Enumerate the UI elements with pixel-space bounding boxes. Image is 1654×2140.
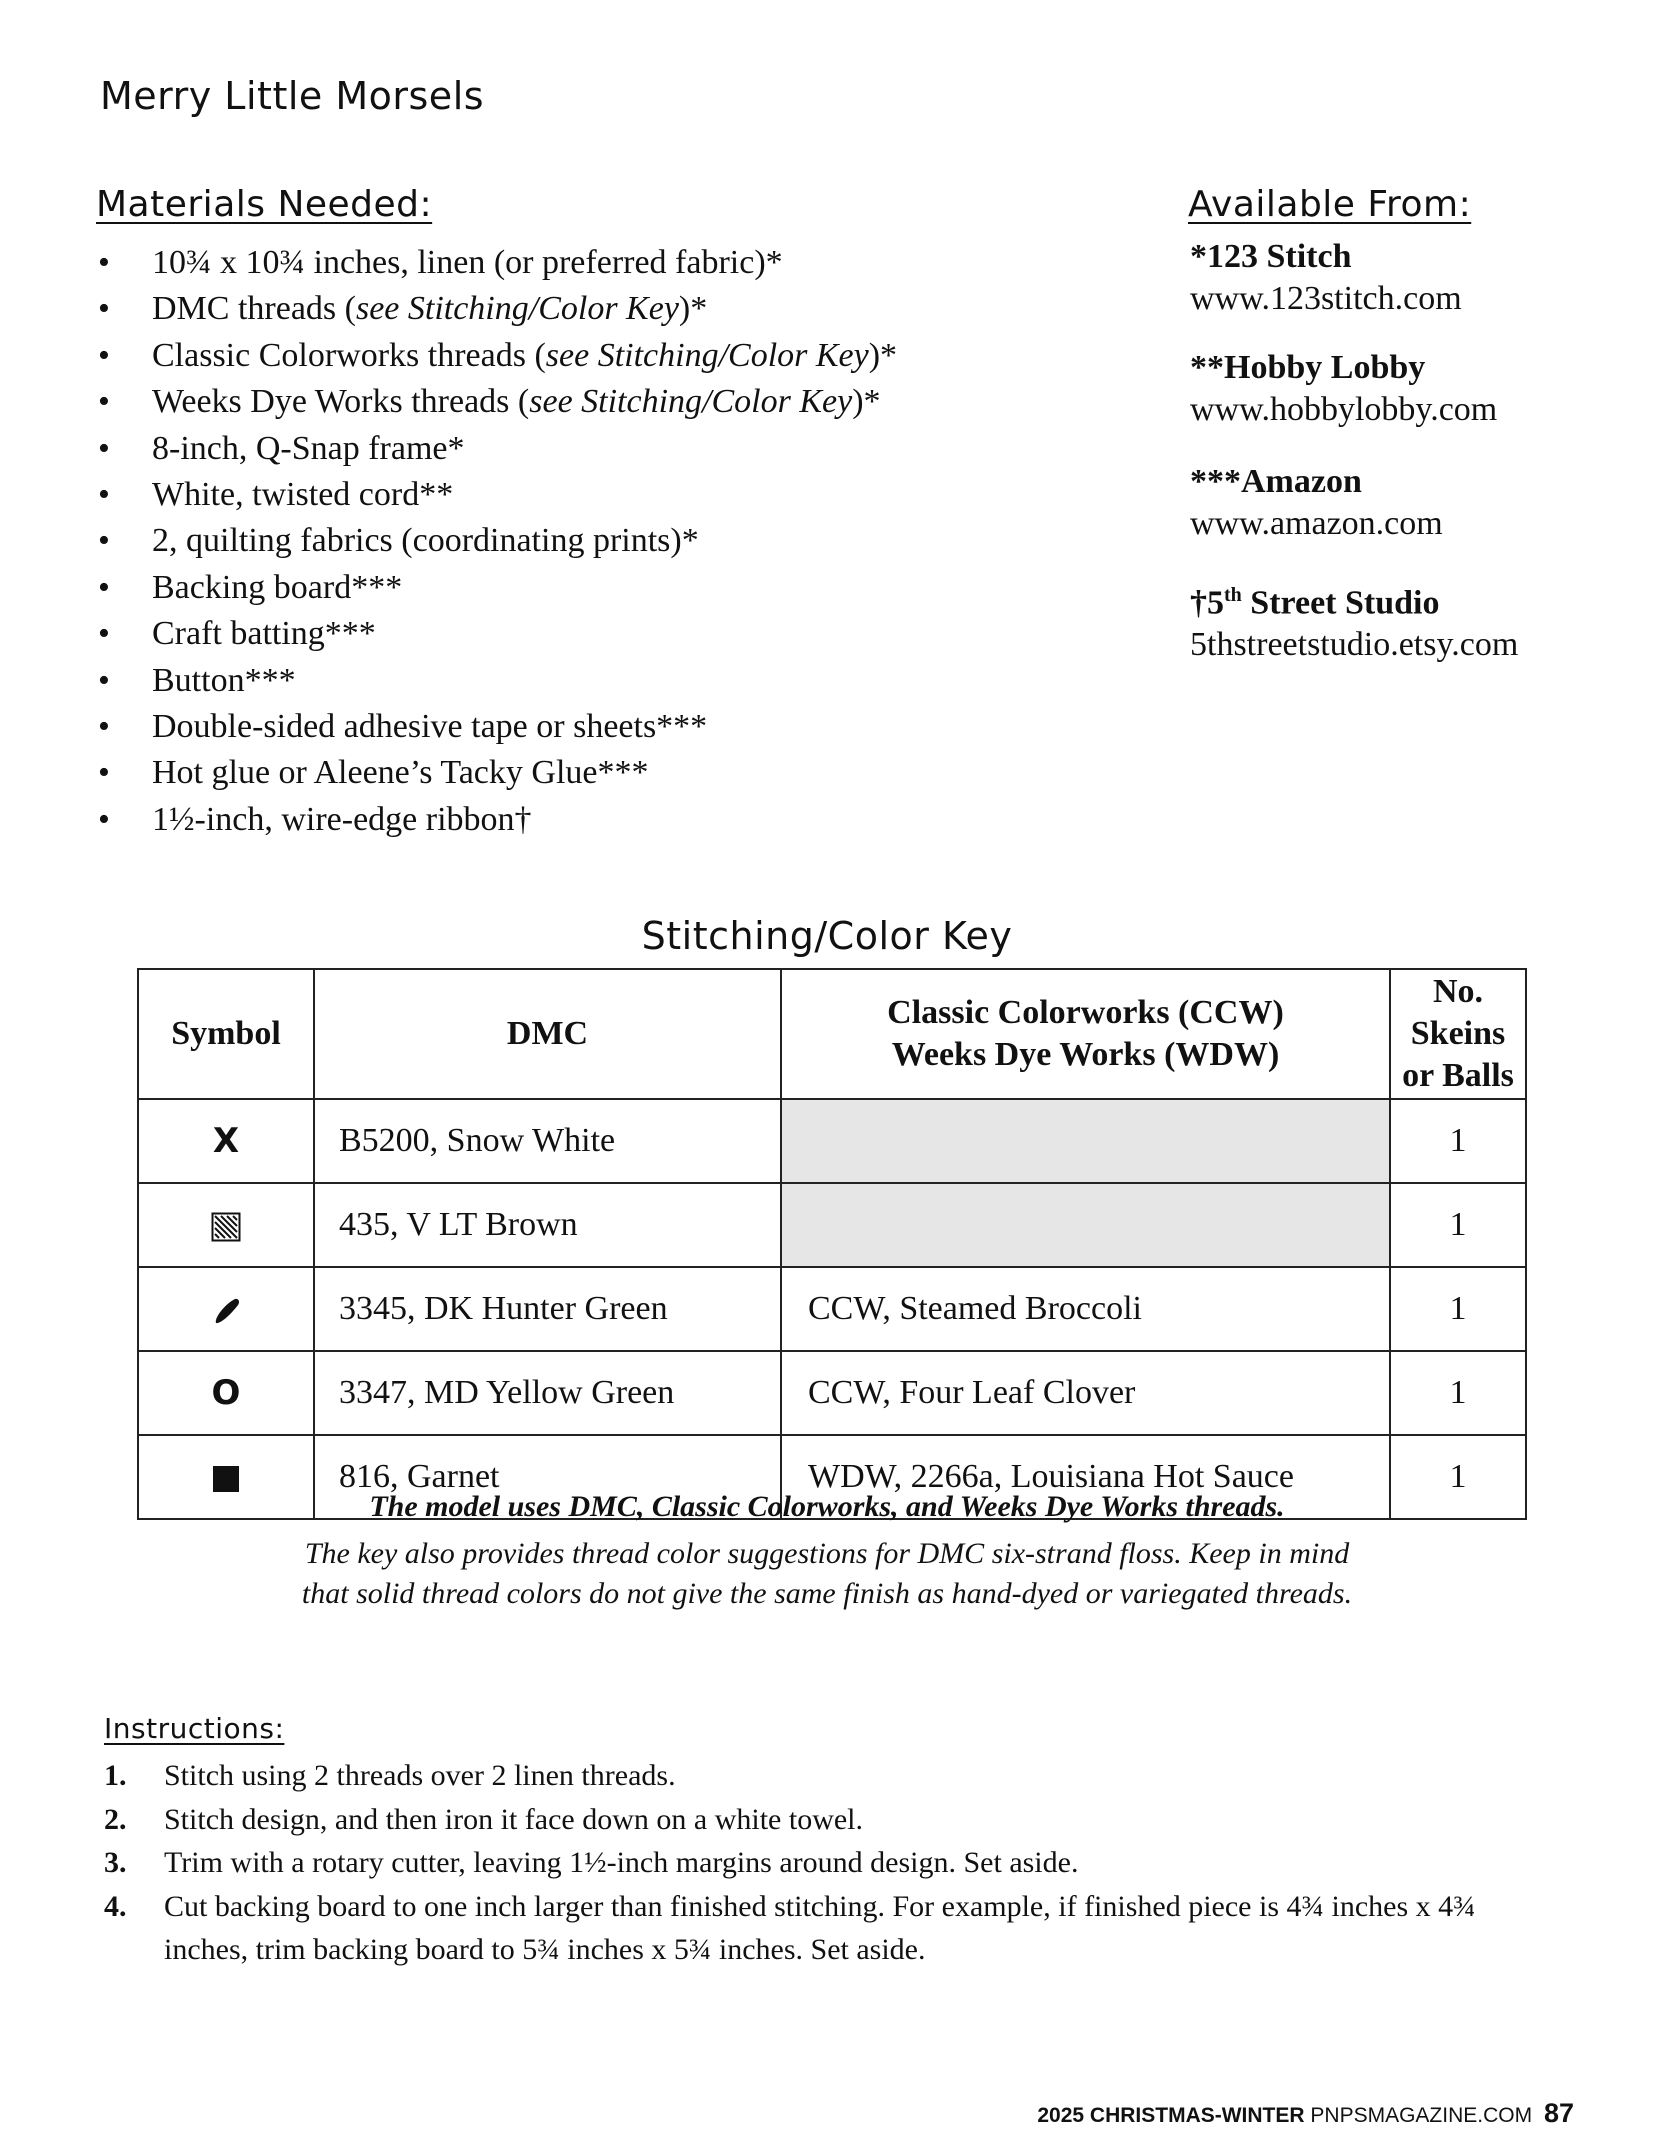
- page-number: 87: [1543, 2098, 1574, 2128]
- list-item: [96, 1885, 1536, 1972]
- list-item: [96, 286, 1146, 332]
- source-hobby-lobby: [1190, 347, 1630, 431]
- key-note-bold: The model uses DMC, Classic Colorworks, and Weeks Dye Works threads.: [369, 1490, 1285, 1523]
- table-row: [138, 1183, 1526, 1267]
- table-header-row: [138, 969, 1526, 1099]
- header-dmc: DMC: [314, 969, 781, 1099]
- key-note-line1: The key also provides thread color suggestions for DMC six-strand floss. Keep in mind: [304, 1537, 1350, 1570]
- ccw-cell: WDW, 2266a, Louisiana Hot Sauce: [781, 1435, 1390, 1519]
- skeins-cell: 1: [1390, 1183, 1526, 1267]
- dmc-cell: 816, Garnet: [314, 1435, 781, 1519]
- step-number: 2.: [104, 1802, 127, 1836]
- table-row: [138, 1351, 1526, 1435]
- header-skeins-line2: or Balls: [1402, 1057, 1514, 1094]
- skeins-cell: 1: [1390, 1099, 1526, 1183]
- step-text: Cut backing board to one inch larger than finished stitching. For example, if finished piece is 4¾ inches x 4¾ inches, trim backing board to 5¾ inches x 5¾ inches. Set aside.: [164, 1889, 1476, 1966]
- item-text: 2, quilting fabrics (coordinating prints)*: [152, 522, 699, 560]
- dmc-cell: B5200, Snow White: [314, 1099, 781, 1183]
- source-name-prefix: †5: [1190, 584, 1224, 622]
- item-text: Double-sided adhesive tape or sheets***: [152, 707, 708, 745]
- x-symbol-icon: X: [212, 1121, 240, 1161]
- list-item: [96, 472, 1146, 518]
- symbol-cell: [138, 1351, 314, 1435]
- step-number: 1.: [104, 1759, 127, 1792]
- list-item: [96, 333, 1146, 379]
- source-name: ***Amazon: [1190, 463, 1362, 500]
- item-text: 1½-inch, wire-edge ribbon†: [152, 800, 532, 838]
- dmc-cell: 3345, DK Hunter Green: [314, 1267, 781, 1351]
- list-item: [96, 704, 1146, 750]
- header-skeins: [1390, 969, 1526, 1099]
- list-item: [96, 797, 1146, 843]
- list-item: [96, 240, 1146, 286]
- item-text: Hot glue or Aleene’s Tacky Glue***: [152, 754, 649, 792]
- item-text: 8-inch, Q-Snap frame*: [152, 429, 465, 467]
- item-text-end: )*: [678, 290, 708, 328]
- table-row: [138, 1099, 1526, 1183]
- symbol-cell: [138, 1267, 314, 1351]
- list-item: [96, 611, 1146, 657]
- source-name-suffix: Street Studio: [1241, 584, 1440, 622]
- ccw-cell: [781, 1099, 1390, 1183]
- instructions-heading: Instructions:: [104, 1712, 285, 1745]
- item-emphasis: see Stitching/Color Key: [529, 383, 853, 421]
- header-skeins-line1: No. Skeins: [1410, 973, 1506, 1052]
- step-text: Stitch using 2 threads over 2 linen threads.: [164, 1759, 676, 1792]
- instructions-list: [96, 1754, 1536, 1972]
- ccw-cell: CCW, Steamed Broccoli: [781, 1267, 1390, 1351]
- item-text-end: )*: [868, 336, 898, 374]
- header-wdw-line: Weeks Dye Works (WDW): [891, 1036, 1280, 1073]
- footer-site: PNPSMAGAZINE.COM: [1310, 2104, 1533, 2127]
- list-item: [96, 518, 1146, 564]
- list-item: [96, 1754, 1536, 1798]
- list-item: [96, 379, 1146, 425]
- key-note-body: [200, 1534, 1454, 1614]
- source-amazon: [1190, 461, 1630, 545]
- header-ccw-line: Classic Colorworks (CCW): [887, 994, 1284, 1031]
- color-key-heading: Stitching/Color Key: [641, 914, 1013, 958]
- item-text: Weeks Dye Works threads (: [152, 383, 530, 421]
- item-text: DMC threads (: [152, 290, 356, 328]
- dmc-cell: 435, V LT Brown: [314, 1183, 781, 1267]
- header-ccw-wdw: [781, 969, 1390, 1099]
- list-item: [96, 1841, 1536, 1885]
- available-from-heading: Available From:: [1188, 184, 1472, 225]
- table-row: [138, 1267, 1526, 1351]
- step-number: 3.: [104, 1846, 127, 1879]
- ccw-cell: [781, 1183, 1390, 1267]
- materials-list: [96, 240, 1146, 843]
- source-url: www.amazon.com: [1190, 505, 1443, 542]
- source-url: 5thstreetstudio.etsy.com: [1190, 626, 1519, 664]
- source-name: *123 Stitch: [1190, 238, 1352, 275]
- step-text: Stitch design, and then iron it face down on a white towel.: [164, 1802, 864, 1836]
- source-url: www.123stitch.com: [1190, 280, 1462, 317]
- leaf-stroke-symbol-icon: [211, 1296, 241, 1326]
- page-footer: [1037, 2098, 1574, 2129]
- item-emphasis: see Stitching/Color Key: [355, 290, 679, 328]
- item-text: Button***: [152, 661, 296, 699]
- item-text: Craft batting***: [152, 615, 376, 653]
- source-123-stitch: [1190, 236, 1630, 320]
- skeins-cell: 1: [1390, 1435, 1526, 1519]
- materials-heading: Materials Needed:: [96, 184, 433, 225]
- key-note-line2: that solid thread colors do not give the same finish as hand-dyed or variegated threads.: [301, 1577, 1353, 1610]
- item-text-end: )*: [852, 383, 881, 421]
- source-name-superscript: th: [1224, 584, 1242, 606]
- source-name: [1190, 574, 1630, 624]
- symbol-cell: [138, 1183, 314, 1267]
- dmc-cell: 3347, MD Yellow Green: [314, 1351, 781, 1435]
- source-name: **Hobby Lobby: [1190, 349, 1426, 386]
- item-text: 10¾ x 10¾ inches, linen (or preferred fabric)*: [152, 244, 783, 281]
- skeins-cell: 1: [1390, 1351, 1526, 1435]
- header-symbol: Symbol: [138, 969, 314, 1099]
- document-title: Merry Little Morsels: [100, 74, 485, 118]
- item-text: Backing board***: [152, 568, 403, 606]
- list-item: [96, 1798, 1536, 1842]
- ccw-cell: CCW, Four Leaf Clover: [781, 1351, 1390, 1435]
- skeins-cell: 1: [1390, 1267, 1526, 1351]
- source-5th-street-studio: [1190, 574, 1630, 666]
- footer-issue: 2025 CHRISTMAS-WINTER: [1037, 2104, 1305, 2127]
- step-number: 4.: [104, 1889, 127, 1923]
- item-text: Classic Colorworks threads (: [152, 336, 546, 374]
- source-url: www.hobbylobby.com: [1190, 391, 1498, 428]
- hatched-square-symbol-icon: [211, 1212, 241, 1242]
- o-symbol-icon: O: [211, 1373, 241, 1413]
- step-text: Trim with a rotary cutter, leaving 1½-inch margins around design. Set aside.: [164, 1846, 1079, 1879]
- list-item: [96, 565, 1146, 611]
- color-key-table: [137, 968, 1527, 1520]
- list-item: [96, 426, 1146, 472]
- item-text: White, twisted cord**: [152, 475, 454, 513]
- symbol-cell: [138, 1099, 314, 1183]
- item-emphasis: see Stitching/Color Key: [545, 336, 869, 374]
- list-item: [96, 750, 1146, 796]
- list-item: [96, 658, 1146, 704]
